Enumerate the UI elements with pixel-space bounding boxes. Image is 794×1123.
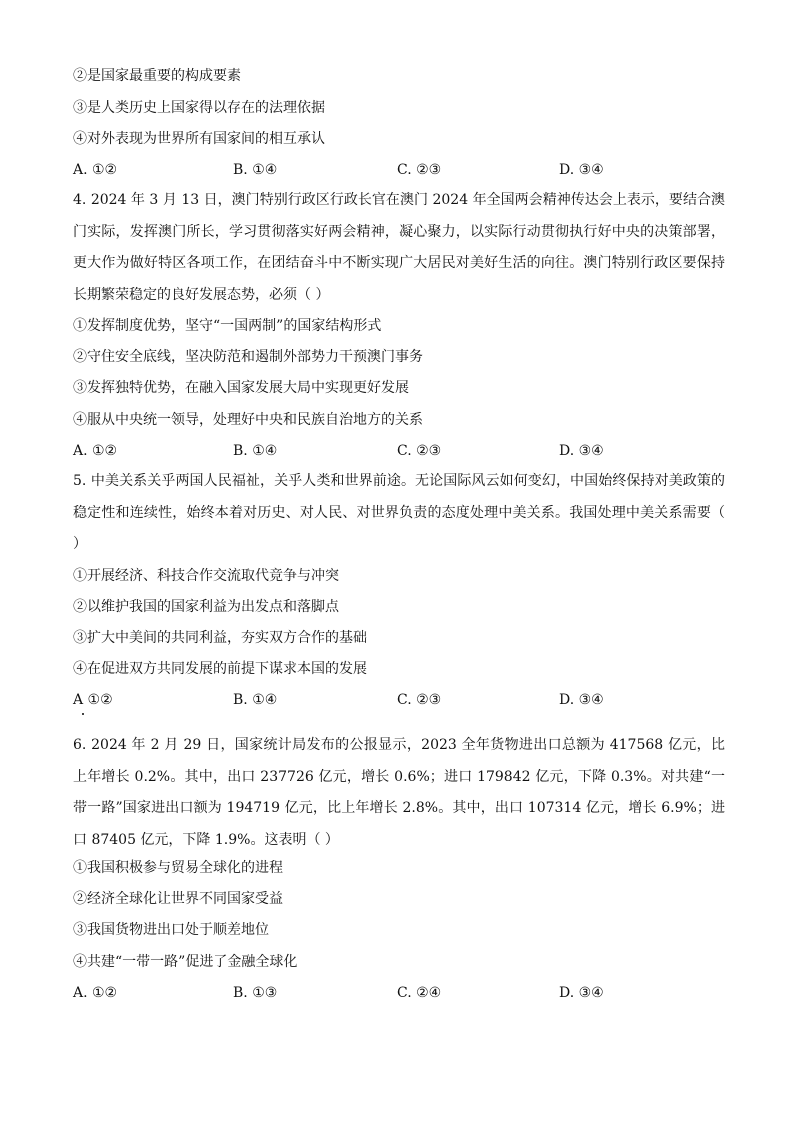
q6-choice-c[interactable]: C. ②④ [397,985,442,1001]
q3-choice-d[interactable]: D. ③④ [559,162,604,178]
q5-stem: 5. 中美关系关乎两国人民福祉，关乎人类和世界前途。无论国际风云如何变幻，中国始终保持对美政策的稳定性和连续性，始终本着对历史、对人民、对世界负责的态度处理中美关系。我国处理中美关系需要（ ） [73,473,725,552]
q3-choice-c[interactable]: C. ②③ [397,162,442,178]
q4-choice-b[interactable]: B. ①④ [233,443,278,459]
q6-option-3: ③我国货物进出口处于顺差地位 [73,922,269,938]
q3-choice-b[interactable]: B. ①④ [233,162,278,178]
q5-answer-choices-row [73,690,733,710]
q4-choice-d[interactable]: D. ③④ [559,443,604,459]
q5-option-4: ④在促进双方共同发展的前提下谋求本国的发展 [73,661,367,677]
q3-option-2: ②是国家最重要的构成要素 [73,68,241,84]
q6-option-2: ②经济全球化让世界不同国家受益 [73,891,283,907]
q5-choice-c[interactable]: C. ②③ [397,692,442,708]
q3-option-4: ④对外表现为世界所有国家间的相互承认 [73,131,325,147]
q5-choice-d[interactable]: D. ③④ [559,692,604,708]
q5-option-2: ②以维护我国的国家利益为出发点和落脚点 [73,599,339,615]
q5-option-1: ①开展经济、科技合作交流取代竞争与冲突 [73,568,339,584]
q6-choice-a[interactable]: A. ①② [73,985,118,1001]
q5-choice-a[interactable]: A ①② [73,692,113,708]
q6-stem: 6. 2024 年 2 月 29 日，国家统计局发布的公报显示，2023 全年货物进出口总额为 417568 亿元，比上年增长 0.2%。其中，出口 237726 亿元，增长 0.6%；进口 179842 亿元，下降 0.3%。对共建“一带一路”国家进出口额为 194719 亿元，比上年增长 2.8%。其中，出口 107314 亿元，增长 6.9%；进口 87405 亿元，下降 1.9%。这表明（ ） [73,737,725,848]
q6-answer-choices [73,983,733,1003]
q6-option-4: ④共建“一带一路”促进了金融全球化 [73,954,298,970]
q3-option-3: ③是人类历史上国家得以存在的法理依据 [73,100,325,116]
q4-option-4: ④服从中央统一领导，处理好中央和民族自治地方的关系 [73,412,423,428]
q4-answer-choices [73,441,733,461]
q6-choice-d[interactable]: D. ③④ [559,985,604,1001]
stray-dot-mark [82,713,84,715]
q4-option-2: ②守住安全底线，坚决防范和遏制外部势力干预澳门事务 [73,349,423,365]
q5-option-3: ③扩大中美间的共同利益，夯实双方合作的基础 [73,630,367,646]
q6-option-1: ①我国积极参与贸易全球化的进程 [73,860,283,876]
q3-choice-a[interactable]: A. ①② [73,162,118,178]
q4-stem: 4. 2024 年 3 月 13 日，澳门特别行政区行政长官在澳门 2024 年全国两会精神传达会上表示，要结合澳门实际，发挥澳门所长，学习贯彻落实好两会精神，凝心聚力，以实际行动贯彻执行好中央的决策部署，更大作为做好特区各项工作，在团结奋斗中不断实现广大居民对美好生活的向往。澳门特别行政区要保持长期繁荣稳定的良好发展态势，必须（ ） [73,192,725,303]
q4-choice-a[interactable]: A. ①② [73,443,118,459]
q5-choice-b[interactable]: B. ①④ [233,692,278,708]
q4-option-1: ①发挥制度优势，坚守“一国两制”的国家结构形式 [73,318,382,334]
q4-choice-c[interactable]: C. ②③ [397,443,442,459]
q4-option-3: ③发挥独特优势，在融入国家发展大局中实现更好发展 [73,380,409,396]
q6-choice-b[interactable]: B. ①③ [233,985,278,1001]
q3-answer-choices [73,160,733,180]
